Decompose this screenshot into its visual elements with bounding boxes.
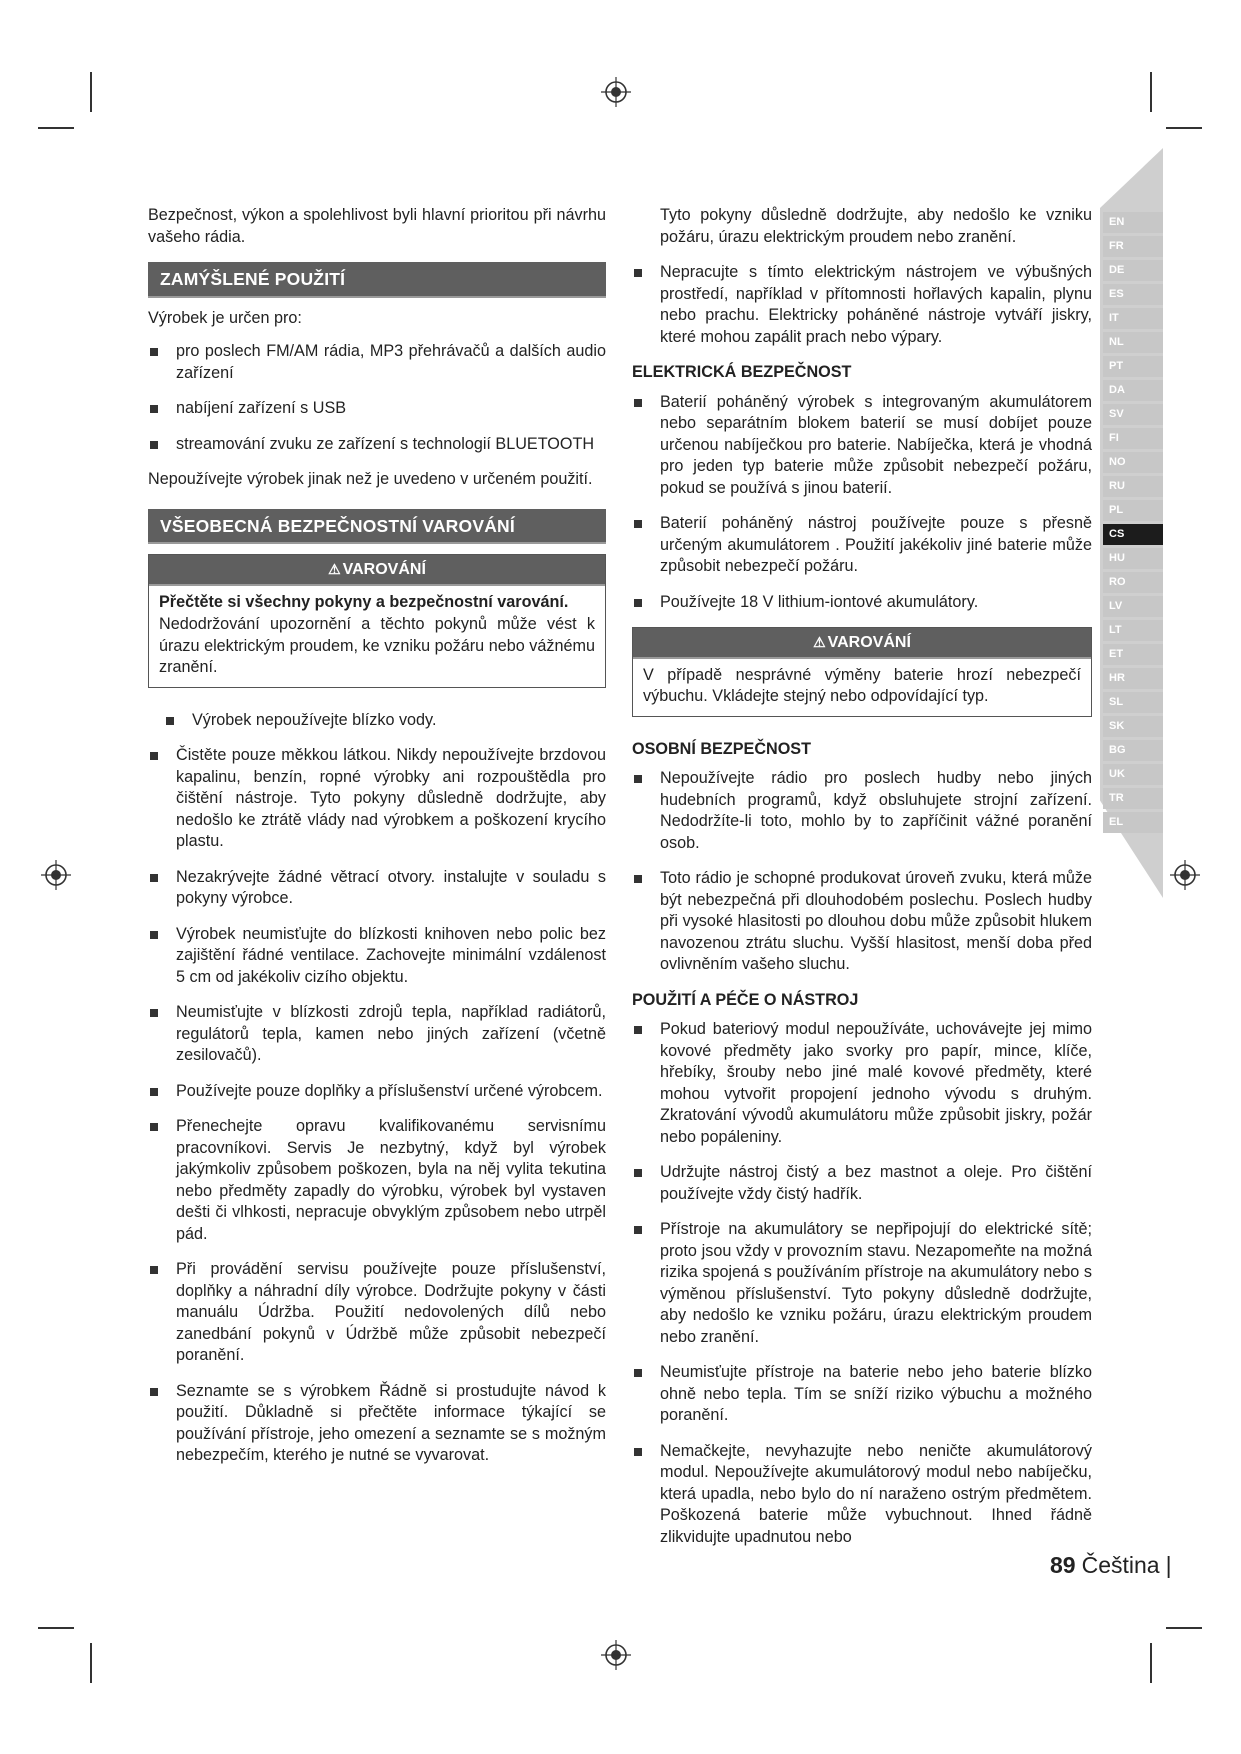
crop-mark bbox=[1166, 1627, 1202, 1629]
list-item: Udržujte nástroj čistý a bez mastnot a oleje. Pro čištění používejte vždy čistý hadřík. bbox=[632, 1162, 1092, 1205]
list-item: Používejte 18 V lithium-iontové akumulátory. bbox=[632, 592, 1092, 614]
language-tab[interactable]: RO bbox=[1103, 572, 1163, 593]
language-tab[interactable]: ET bbox=[1103, 644, 1163, 665]
section-heading-tool-use-care: POUŽITÍ A PÉČE O NÁSTROJ bbox=[632, 990, 859, 1009]
language-tab[interactable]: UK bbox=[1103, 764, 1163, 785]
registration-mark-icon bbox=[1170, 860, 1200, 890]
list-item: Čistěte pouze měkkou látkou. Nikdy nepoužívejte brzdovou kapalinu, benzín, ropné výrobky ani rozpouštědla pro čištění nástroje. Tyto pokyny důsledně dodržujte, aby nedošlo ke ztrátě vlády nad výrobkem a poškození krycího plastu. bbox=[148, 745, 606, 853]
language-tab[interactable]: IT bbox=[1103, 308, 1163, 329]
personal-safety-list bbox=[632, 768, 1092, 976]
list-item: Výrobek neumisťujte do blízkosti knihoven nebo polic bez zajištění řádné ventilace. Zachovejte minimální vzdálenost 5 cm od jakékoliv cizího objektu. bbox=[148, 924, 606, 989]
crop-mark bbox=[90, 72, 92, 112]
warning-triangle-icon: ⚠ bbox=[328, 561, 341, 577]
warning-title: VAROVÁNÍ bbox=[827, 634, 911, 651]
footer-language: Čeština bbox=[1081, 1552, 1160, 1578]
list-item: Nemačkejte, nevyhazujte nebo neničte akumulátorový modul. Nepoužívejte akumulátorový modul nebo nabíječku, která upadla, nebo bylo do ní naraženo ostrým předmětem. Poškozená baterie může vybuchnout. Ihned řádně zlikvidujte upadnutou nebo bbox=[632, 1441, 1092, 1549]
language-tab[interactable]: EN bbox=[1103, 212, 1163, 233]
list-item: Baterií poháněný výrobek s integrovaným akumulátorem nebo separátním blokem baterií se musí dobíjet pouze určenou nabíječkou pro baterie. Nabíječka, která je vhodná pro jeden typ baterie může způsobit nebezpečí požáru, pokud se používá s jinou baterií. bbox=[632, 392, 1092, 500]
language-tab[interactable]: PT bbox=[1103, 356, 1163, 377]
footer-separator: | bbox=[1165, 1552, 1172, 1578]
language-tab[interactable]: HU bbox=[1103, 548, 1163, 569]
registration-mark-icon bbox=[41, 860, 71, 890]
page-number: 89 bbox=[1050, 1552, 1076, 1578]
list-item: Při provádění servisu používejte pouze příslušenství, doplňky a náhradní díly výrobce. Dodržujte pokyny v části manuálu Údržba. Použití nedovolených dílů nebo zanedbání pokynů v Údržbě může způsobit nebezpečí poranění. bbox=[148, 1259, 606, 1367]
section-heading-intended-use: ZAMÝŠLENÉ POUŽITÍ bbox=[148, 262, 606, 298]
language-tab[interactable]: SV bbox=[1103, 404, 1163, 425]
intended-use-lead: Výrobek je určen pro: bbox=[148, 308, 302, 327]
indented-list bbox=[148, 710, 606, 732]
battery-warning-box bbox=[632, 627, 1092, 717]
warning-text: Nedodržování upozornění a těchto pokynů může vést k úrazu elektrickým proudem, ke vzniku požáru nebo vážnému zranění. bbox=[159, 615, 595, 676]
warning-box-body bbox=[633, 659, 1091, 716]
crop-mark bbox=[1166, 127, 1202, 129]
language-tab[interactable]: RU bbox=[1103, 476, 1163, 497]
page-footer bbox=[1050, 1552, 1172, 1579]
list-item: Neumisťujte přístroje na baterie nebo jeho baterie blízko ohně nebo tepla. Tím se sníží riziko výbuchu a možného poranění. bbox=[632, 1362, 1092, 1427]
crop-mark bbox=[38, 1627, 74, 1629]
language-tab[interactable]: FR bbox=[1103, 236, 1163, 257]
warning-title: VAROVÁNÍ bbox=[342, 561, 426, 578]
left-column bbox=[148, 205, 606, 1481]
language-tab[interactable]: NO bbox=[1103, 452, 1163, 473]
list-item: Nepoužívejte rádio pro poslech hudby nebo jiných hudebních programů, když obsluhujete strojní zařízení. Nedodržíte-li toto, mohlo by to zapříčinit vážné poranění osob. bbox=[632, 768, 1092, 854]
list-item: nabíjení zařízení s USB bbox=[148, 398, 606, 420]
language-tab[interactable]: SK bbox=[1103, 716, 1163, 737]
language-tab[interactable]: ES bbox=[1103, 284, 1163, 305]
crop-mark bbox=[38, 127, 74, 129]
list-item: Přístroje na akumulátory se nepřipojují do elektrické sítě; proto jsou vždy v provozním stavu. Nezapomeňte na možná rizika spojená s používáním přístroje na akumulátory nebo s výměnou příslušenství. Tyto pokyny důsledně dodržujte, aby nedošlo ke vzniku požáru, úrazu elektrickým proudem nebo zranění. bbox=[632, 1219, 1092, 1348]
crop-mark bbox=[1150, 1643, 1152, 1683]
language-tab[interactable]: LV bbox=[1103, 596, 1163, 617]
crop-mark bbox=[90, 1643, 92, 1683]
warning-box-header bbox=[149, 555, 605, 586]
list-item: Seznamte se s výrobkem Řádně si prostudujte návod k použití. Důkladně si přečtěte informace týkající se používání přístroje, jeho omezení a seznamte se s možným nebezpečím, kterého je nutné se vyvarovat. bbox=[148, 1381, 606, 1467]
list-item: Baterií poháněný nástroj používejte pouze s přesně určeným akumulátorem . Použití jakékoliv jiné baterie může způsobit nebezpečí požáru. bbox=[632, 513, 1092, 578]
language-tab[interactable]: NL bbox=[1103, 332, 1163, 353]
intended-use-list bbox=[148, 341, 606, 455]
list-item: Neumisťujte v blízkosti zdrojů tepla, například radiátorů, regulátorů tepla, kamen nebo jiných zařízení (včetně zesilovačů). bbox=[148, 1002, 606, 1067]
right-column bbox=[632, 205, 1092, 1562]
section-heading-general-warnings: VŠEOBECNÁ BEZPEČNOSTNÍ VAROVÁNÍ bbox=[148, 509, 606, 545]
list-item: streamování zvuku ze zařízení s technologií BLUETOOTH bbox=[148, 434, 606, 456]
language-tab[interactable]: LT bbox=[1103, 620, 1163, 641]
language-tab[interactable]: TR bbox=[1103, 788, 1163, 809]
section-heading-electrical-safety: ELEKTRICKÁ BEZPEČNOST bbox=[632, 363, 852, 381]
continued-paragraph: Tyto pokyny důsledně dodržujte, aby nedošlo ke vzniku požáru, úrazu elektrickým proudem nebo zranění. bbox=[660, 206, 1092, 246]
language-tabs bbox=[1103, 212, 1163, 836]
list-item: Toto rádio je schopné produkovat úroveň zvuku, která může být nebezpečná při dlouhodobém poslechu. Poslech hudby při vysoké hlasitosti po dlouhou dobu může způsobit hlukem navozenou ztrátu sluchu. Vyšší hlasitost, menší doba před ovlivněním vašeho sluchu. bbox=[632, 868, 1092, 976]
list-item: Výrobek nepoužívejte blízko vody. bbox=[148, 710, 606, 732]
warning-bold-text: Přečtěte si všechny pokyny a bezpečnostní varování. bbox=[159, 592, 569, 611]
intro-paragraph: Bezpečnost, výkon a spolehlivost byli hlavní prioritou při návrhu vašeho rádia. bbox=[148, 206, 606, 246]
tool-care-list bbox=[632, 1019, 1092, 1548]
language-tab[interactable]: PL bbox=[1103, 500, 1163, 521]
section-heading-personal-safety: OSOBNÍ BEZPEČNOST bbox=[632, 739, 811, 758]
list-item: Nezakrývejte žádné větrací otvory. instalujte v souladu s pokyny výrobce. bbox=[148, 867, 606, 910]
list-item: Používejte pouze doplňky a příslušenství určené výrobcem. bbox=[148, 1081, 606, 1103]
language-tab[interactable]: DE bbox=[1103, 260, 1163, 281]
electrical-safety-list bbox=[632, 392, 1092, 614]
warning-box-header bbox=[633, 628, 1091, 659]
warning-text: V případě nesprávné výměny baterie hrozí nebezpečí výbuchu. Vkládejte stejný nebo odpovídající typ. bbox=[643, 665, 1081, 705]
intended-use-note: Nepoužívejte výrobek jinak než je uvedeno v určeném použití. bbox=[148, 470, 593, 488]
registration-mark-icon bbox=[601, 77, 631, 107]
language-tab[interactable]: HR bbox=[1103, 668, 1163, 689]
list-item: Pokud bateriový modul nepoužíváte, uchovávejte jej mimo kovové předměty jako svorky pro papír, mince, klíče, hřebíky, šrouby nebo jiné malé kovové předměty, které mohou vytvořit propojení jednoho vývodu s druhým. Zkratování vývodů akumulátoru může způsobit jiskry, požár nebo popáleniny. bbox=[632, 1019, 1092, 1148]
language-tab-active[interactable]: CS bbox=[1103, 524, 1163, 545]
language-tab[interactable]: SL bbox=[1103, 692, 1163, 713]
list-item: pro poslech FM/AM rádia, MP3 přehrávačů a dalších audio zařízení bbox=[148, 341, 606, 384]
crop-mark bbox=[1150, 72, 1152, 112]
registration-mark-icon bbox=[601, 1640, 631, 1670]
continued-list bbox=[632, 262, 1092, 348]
language-tab[interactable]: FI bbox=[1103, 428, 1163, 449]
safety-list bbox=[148, 745, 606, 1467]
list-item: Přenechejte opravu kvalifikovanému servisnímu pracovníkovi. Servis Je nezbytný, když byl výrobek jakýmkoliv způsobem poškozen, byla na něj vylita tekutina nebo předměty zapadly do výrobku, výrobek byl vystaven dešti či vlhkosti, nepracuje obvyklým způsobem nebo utrpěl pád. bbox=[148, 1116, 606, 1245]
language-tab[interactable]: BG bbox=[1103, 740, 1163, 761]
warning-box bbox=[148, 554, 606, 688]
warning-triangle-icon: ⚠ bbox=[813, 634, 826, 650]
language-tab[interactable]: DA bbox=[1103, 380, 1163, 401]
list-item: Nepracujte s tímto elektrickým nástrojem ve výbušných prostředí, například v přítomnosti hořlavých kapalin, plynu nebo prachu. Elektricky poháněné nástroje vytváří jiskry, které mohou zapálit prach nebo výpary. bbox=[632, 262, 1092, 348]
warning-box-body bbox=[149, 586, 605, 687]
language-tab[interactable]: EL bbox=[1103, 812, 1163, 833]
